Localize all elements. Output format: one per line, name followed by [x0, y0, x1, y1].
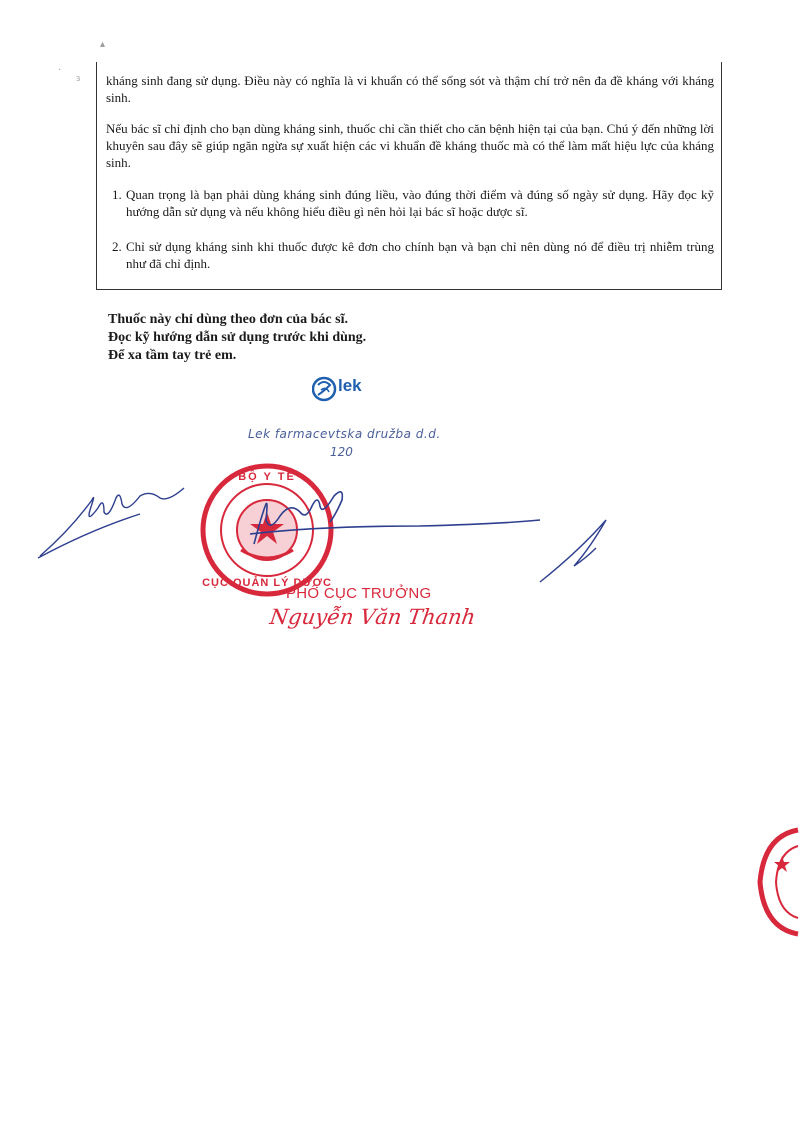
box-paragraph-main: Nếu bác sĩ chỉ định cho bạn dùng kháng sinh, thuốc chỉ cần thiết cho căn bệnh hiện tại của bạn. Chú ý đến những lời khuyên sau đây sẽ giúp ngăn ngừa sự xuất hiện các vi khuẩn đề kháng thuốc mà có thể làm mất hiệu lực của kháng sinh. — [106, 121, 714, 170]
warning-prescription: Thuốc này chỉ dùng theo đơn của bác sĩ. — [108, 312, 348, 327]
company-stamp-line: Lek farmacevtska družba d.d. — [248, 427, 441, 441]
warning-read-instructions: Đọc kỹ hướng dẫn sử dụng trước khi dùng. — [108, 330, 367, 345]
scan-speck: ▴ — [100, 39, 106, 50]
advice-item-number: 1. — [112, 187, 122, 202]
lek-logo-text: lek — [338, 376, 362, 395]
partial-red-seal-icon — [752, 826, 800, 938]
blue-signature-right — [540, 520, 606, 582]
advice-item-2 — [112, 238, 714, 272]
blue-signature-left — [38, 488, 184, 558]
scan-speck: ɜ — [76, 73, 81, 84]
signer-name: Nguyễn Văn Thanh — [268, 605, 478, 629]
red-round-seal-icon — [202, 466, 332, 594]
box-paragraph-top: kháng sinh đang sử dụng. Điều này có nghĩa là vi khuẩn có thể sống sót và thậm chí trở nên đa đề kháng với kháng sinh. — [106, 73, 714, 105]
advice-item-text: Quan trọng là bạn phải dùng kháng sinh đúng liều, vào đúng thời điểm và đúng số ngày sử dụng. Hãy đọc kỹ hướng dẫn sử dụng và nếu không hiểu điều gì nên hỏi lại bác sĩ hoặc dược sĩ. — [126, 187, 714, 219]
advice-item-number: 2. — [112, 239, 122, 254]
scan-speck: · — [58, 65, 62, 76]
seal-top-text: BỘ Y TẾ — [238, 471, 296, 483]
company-stamp-number: 120 — [330, 445, 353, 459]
seal-bottom-text: CỤC QUẢN LÝ DƯỢC — [202, 577, 332, 589]
advice-item-1 — [112, 186, 714, 220]
signer-title: PHÓ CỤC TRƯỞNG — [286, 585, 432, 602]
warning-children: Để xa tầm tay trẻ em. — [108, 348, 237, 363]
advice-item-text: Chỉ sử dụng kháng sinh khi thuốc được kê đơn cho chính bạn và bạn chỉ nên dùng nó để điều trị nhiễm trùng như đã chỉ định. — [126, 239, 714, 271]
